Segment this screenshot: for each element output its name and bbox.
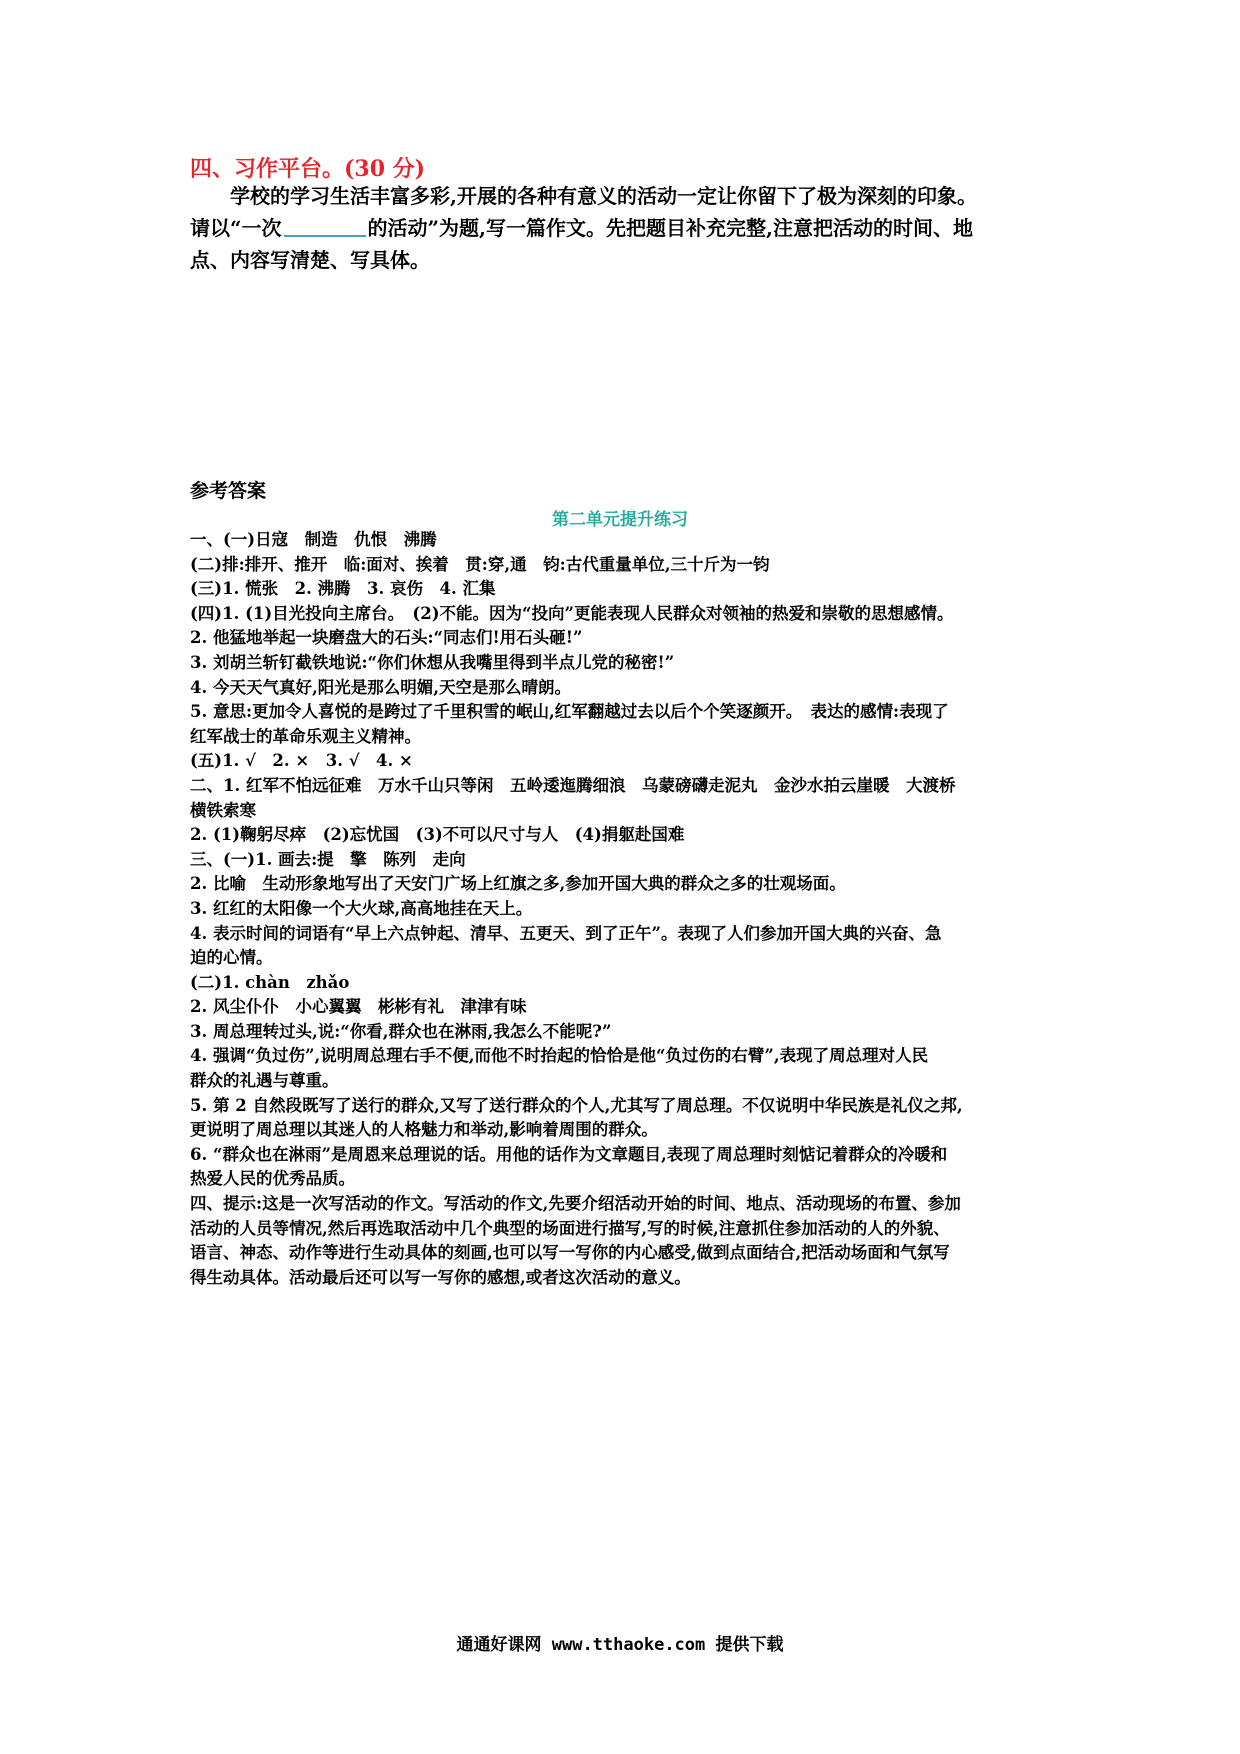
answer-line: (四)1. (1)目光投向主席台。 (2)不能。因为“投向”更能表现人民群众对领袖的热爱和崇敬的思想感情。	[190, 603, 954, 623]
answer-line: 迫的心情。	[190, 948, 273, 968]
answer-line: 活动的人员等情况,然后再选取活动中几个典型的场面进行描写,写的时候,注意抓住参加活动的人的外貌、	[190, 1218, 950, 1238]
answer-line: 群众的礼遇与尊重。	[190, 1071, 339, 1091]
unit-title: 第二单元提升练习	[552, 510, 688, 530]
answer-line: 横铁索寒	[190, 800, 256, 820]
prompt-line-2	[190, 212, 1060, 244]
answer-line: 6. “群众也在淋雨”是周恩来总理说的话。用他的话作为文章题目,表现了周总理时刻惦记着群众的冷暖和	[190, 1144, 948, 1164]
answer-line: (二)1. chàn zhǎo	[190, 972, 350, 992]
answer-line: (二)排:排开、推开 临:面对、挨着 贯:穿,通 钧:古代重量单位,三十斤为一钧	[190, 554, 770, 574]
answer-line: 2. (1)鞠躬尽瘁 (2)忘忧国 (3)不可以尺寸与人 (4)捐躯赴国难	[190, 825, 685, 845]
answer-line: 3. 周总理转过头,说:“你看,群众也在淋雨,我怎么不能呢?”	[190, 1021, 612, 1041]
prompt-line-2-end: 的活动”为题,写一篇作文。先把题目补充完整,注意把活动的时间、地	[367, 216, 973, 240]
answer-line: 红军战士的革命乐观主义精神。	[190, 726, 421, 746]
answer-line: 二、1. 红军不怕远征难 万水千山只等闲 五岭逶迤腾细浪 乌蒙磅礴走泥丸 金沙水拍云崖暖 大渡桥	[190, 775, 956, 795]
prompt-line-2-start: 请以“一次	[190, 216, 282, 240]
answer-line: 5. 意思:更加令人喜悦的是跨过了千里积雪的岷山,红军翻越过去以后个个笑逐颜开。 表达的感情:表现了	[190, 702, 949, 722]
answer-line: 更说明了周总理以其迷人的人格魅力和举动,影响着周围的群众。	[190, 1120, 658, 1140]
answer-line: 4. 表示时间的词语有“早上六点钟起、清早、五更天、到了正午”。表现了人们参加开国大典的兴奋、急	[190, 923, 942, 943]
answer-line: 四、提示:这是一次写活动的作文。写活动的作文,先要介绍活动开始的时间、地点、活动现场的布置、参加	[190, 1194, 961, 1214]
answer-line: 得生动具体。活动最后还可以写一写你的感想,或者这次活动的意义。	[190, 1267, 691, 1287]
footer-credit[interactable]: 通通好课网 www.tthaoke.com 提供下载	[456, 1635, 784, 1655]
prompt-line-1: 学校的学习生活丰富多彩,开展的各种有意义的活动一定让你留下了极为深刻的印象。	[230, 184, 977, 208]
answer-line: 5. 第 2 自然段既写了送行的群众,又写了送行群众的个人,尤其写了周总理。不仅说明中华民族是礼仪之邦,	[190, 1095, 963, 1115]
answer-line: 语言、神态、动作等进行生动具体的刻画,也可以写一写你的内心感受,做到点面结合,把活动场面和气氛写	[190, 1243, 950, 1263]
answer-line: 3. 红红的太阳像一个大火球,高高地挂在天上。	[190, 898, 533, 918]
section-four-title: 四、习作平台。(30 分)	[190, 156, 426, 182]
answer-line: 4. 强调“负过伤”,说明周总理右手不便,而他不时抬起的恰恰是他“负过伤的右臂”,表现了周总理对人民	[190, 1046, 929, 1066]
title-blank	[284, 215, 366, 237]
answer-line: 一、(一)日寇 制造 仇恨 沸腾	[190, 530, 437, 549]
answer-line: 3. 刘胡兰斩钉截铁地说:“你们休想从我嘴里得到半点儿党的秘密!”	[190, 652, 675, 672]
prompt-line-3: 点、内容写清楚、写具体。	[190, 248, 430, 272]
answer-line: (三)1. 慌张 2. 沸腾 3. 哀伤 4. 汇集	[190, 579, 496, 599]
answer-line: 4. 今天天气真好,阳光是那么明媚,天空是那么晴朗。	[190, 677, 571, 697]
answer-line: 2. 比喻 生动形象地写出了天安门广场上红旗之多,参加开国大典的群众之多的壮观场面。	[190, 874, 846, 894]
answer-line: 三、(一)1. 画去:提 擎 陈列 走向	[190, 849, 466, 869]
answer-line: (五)1. √ 2. × 3. √ 4. ×	[190, 751, 413, 771]
answer-list	[190, 528, 1060, 1290]
answer-line: 2. 风尘仆仆 小心翼翼 彬彬有礼 津津有味	[190, 997, 527, 1017]
answer-line: 2. 他猛地举起一块磨盘大的石头:“同志们!用石头砸!”	[190, 628, 583, 648]
writing-prompt	[190, 180, 1060, 276]
answers-heading: 参考答案	[190, 480, 267, 502]
answer-line: 热爱人民的优秀品质。	[190, 1169, 355, 1189]
